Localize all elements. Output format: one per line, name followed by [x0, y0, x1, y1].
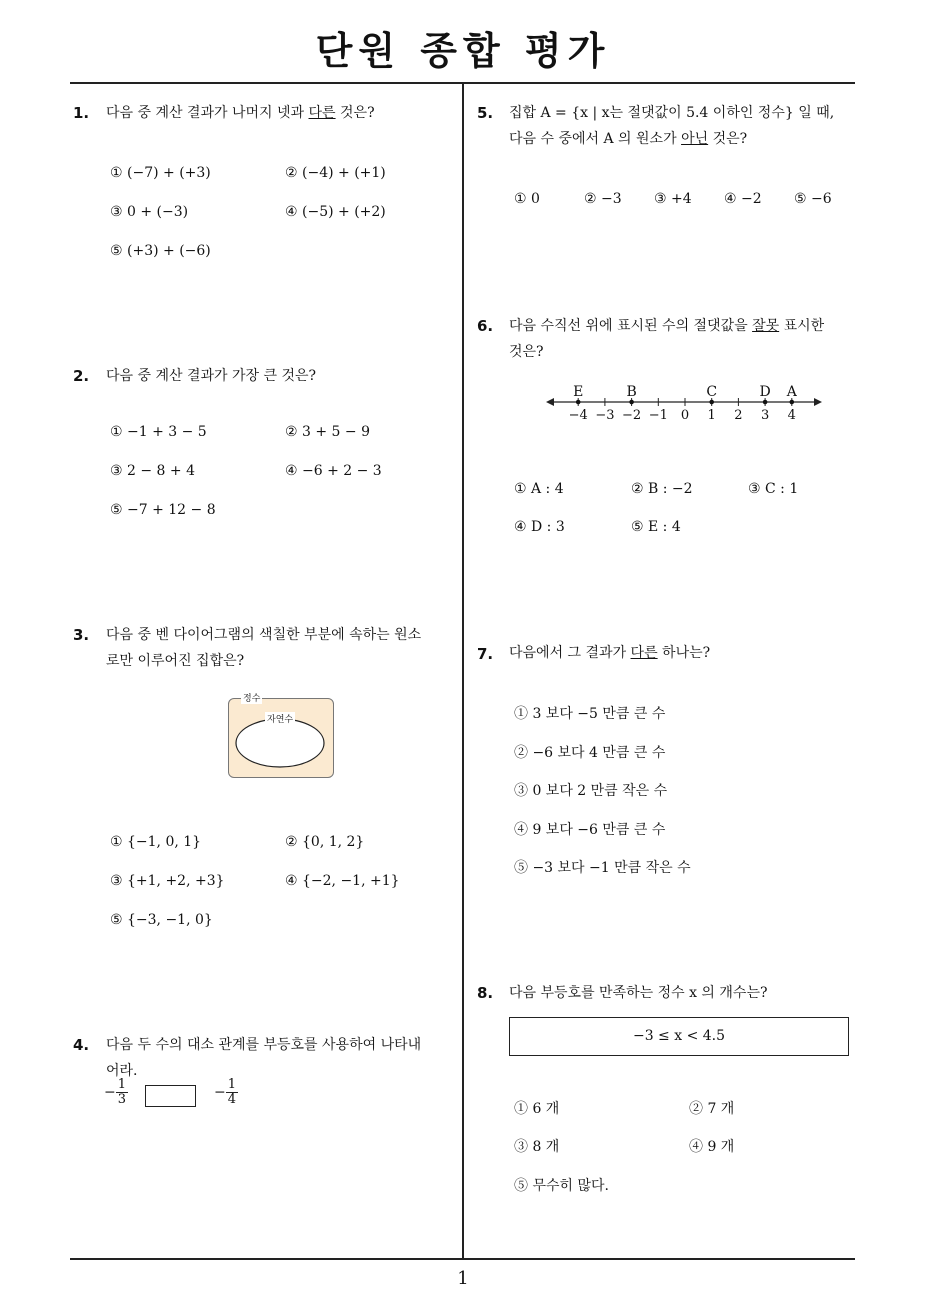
choice-4[interactable]: ④ {−2, −1, +1}	[285, 873, 400, 889]
choice-4[interactable]: ④ 9 보다 −6 만큼 큰 수	[514, 822, 666, 838]
choice-1[interactable]: ① A : 4	[514, 481, 564, 497]
point-label-e: E	[573, 384, 584, 400]
question-text-line-1: 집합 A = {x | x는 절댓값이 5.4 이하인 정수} 일 때,	[509, 105, 835, 121]
question-text-line-2: 것은?	[509, 344, 544, 360]
venn-diagram	[228, 694, 334, 778]
tick-label: 4	[787, 408, 796, 423]
choice-5[interactable]: ⑤ 무수히 많다.	[514, 1178, 609, 1194]
choice-1[interactable]: ① 0	[514, 191, 540, 207]
choice-1[interactable]: ① {−1, 0, 1}	[110, 834, 202, 850]
choice-5[interactable]: ⑤ {−3, −1, 0}	[110, 912, 213, 928]
choice-1[interactable]: ① 3 보다 −5 만큼 큰 수	[514, 706, 666, 722]
tick-label: 3	[760, 408, 770, 423]
point-d	[763, 400, 768, 405]
choice-4[interactable]: ④ D : 3	[514, 519, 565, 535]
tick-label: 1	[707, 408, 716, 423]
tick-label: 2	[734, 408, 743, 423]
answer-box[interactable]	[145, 1085, 196, 1107]
question-text: 다음 부등호를 만족하는 정수 x 의 개수는?	[509, 985, 768, 1001]
choice-2[interactable]: ② 7 개	[689, 1101, 735, 1117]
column-divider	[462, 83, 464, 1259]
arrow-right-icon	[814, 398, 822, 406]
choice-2[interactable]: ② 3 + 5 − 9	[285, 424, 370, 440]
number-line	[540, 378, 830, 428]
point-a	[790, 400, 795, 405]
choice-4[interactable]: ④ 9 개	[689, 1139, 735, 1155]
point-e	[576, 400, 581, 405]
choice-2[interactable]: ② B : −2	[631, 481, 693, 497]
left-fraction: − $\frac{1}{3}$	[104, 1077, 127, 1107]
question-number: 2.	[73, 367, 90, 385]
venn-shape	[229, 699, 333, 777]
choice-3[interactable]: ③ 8 개	[514, 1139, 560, 1155]
choice-4[interactable]: ④ −6 + 2 − 3	[285, 463, 382, 479]
tick-label: −2	[622, 408, 642, 423]
question-number: 3.	[73, 626, 90, 644]
choice-4[interactable]: ④ (−5) + (+2)	[285, 204, 386, 220]
tick-label: −4	[568, 408, 588, 423]
choice-2[interactable]: ② {0, 1, 2}	[285, 834, 365, 850]
inequality-box: −3 ≤ x < 4.5	[509, 1017, 849, 1056]
question-text-line-1: 다음 수직선 위에 표시된 수의 절댓값을 잘못 표시한	[509, 318, 825, 334]
choice-2[interactable]: ② −6 보다 4 만큼 큰 수	[514, 745, 666, 761]
choice-3[interactable]: ③ 0 + (−3)	[110, 204, 189, 220]
question-text-line-2: 어라.	[106, 1063, 138, 1079]
choice-1[interactable]: ① −1 + 3 − 5	[110, 424, 207, 440]
tick-label: −1	[648, 408, 668, 423]
choice-5[interactable]: ⑤ −6	[794, 191, 832, 207]
point-label-b: B	[626, 384, 637, 400]
choice-3[interactable]: ③ 2 − 8 + 4	[110, 463, 195, 479]
question-text: 다음 중 계산 결과가 가장 큰 것은?	[106, 368, 317, 384]
question-text-line-2: 로만 이루어진 집합은?	[106, 653, 245, 669]
question-text-line-1: 다음 중 벤 다이어그램의 색칠한 부분에 속하는 원소	[106, 627, 422, 643]
point-label-c: C	[706, 384, 718, 400]
page-number: 1	[457, 1268, 469, 1289]
question-text: 다음에서 그 결과가 다른 하나는?	[509, 645, 711, 661]
choice-5[interactable]: ⑤ −7 + 12 − 8	[110, 502, 216, 518]
right-fraction: − $\frac{1}{4}$	[214, 1077, 237, 1107]
choice-3[interactable]: ③ {+1, +2, +3}	[110, 873, 225, 889]
venn-inner-label: 자연수	[265, 712, 295, 725]
bottom-divider	[70, 1258, 855, 1260]
question-text-line-1: 다음 두 수의 대소 관계를 부등호를 사용하여 나타내	[106, 1037, 422, 1053]
page-title: 단원 종합 평가	[315, 29, 611, 73]
choice-3[interactable]: ③ C : 1	[748, 481, 799, 497]
point-label-a: A	[786, 384, 797, 400]
choice-1[interactable]: ① (−7) + (+3)	[110, 165, 211, 181]
choice-3[interactable]: ③ +4	[654, 191, 692, 207]
point-c	[709, 400, 714, 405]
choice-4[interactable]: ④ −2	[724, 191, 762, 207]
question-number: 7.	[477, 645, 494, 663]
question-text-line-2: 다음 수 중에서 A 의 원소가 아닌 것은?	[509, 131, 748, 147]
choice-5[interactable]: ⑤ E : 4	[631, 519, 681, 535]
choice-1[interactable]: ① 6 개	[514, 1101, 560, 1117]
choice-5[interactable]: ⑤ −3 보다 −1 만큼 작은 수	[514, 860, 691, 876]
question-number: 8.	[477, 984, 494, 1002]
choice-2[interactable]: ② (−4) + (+1)	[285, 165, 386, 181]
question-number: 5.	[477, 104, 494, 122]
arrow-left-icon	[546, 398, 554, 406]
choice-2[interactable]: ② −3	[584, 191, 622, 207]
question-text: 다음 중 계산 결과가 나머지 넷과 다른 것은?	[106, 105, 375, 121]
point-label-d: D	[759, 384, 771, 400]
venn-outer-label: 정수	[241, 691, 262, 704]
tick-label: 0	[680, 408, 690, 423]
choice-5[interactable]: ⑤ (+3) + (−6)	[110, 243, 211, 259]
choice-3[interactable]: ③ 0 보다 2 만큼 작은 수	[514, 783, 668, 799]
question-number: 6.	[477, 317, 494, 335]
question-number: 1.	[73, 104, 90, 122]
question-number: 4.	[73, 1036, 90, 1054]
point-b	[629, 400, 634, 405]
tick-label: −3	[595, 408, 615, 423]
